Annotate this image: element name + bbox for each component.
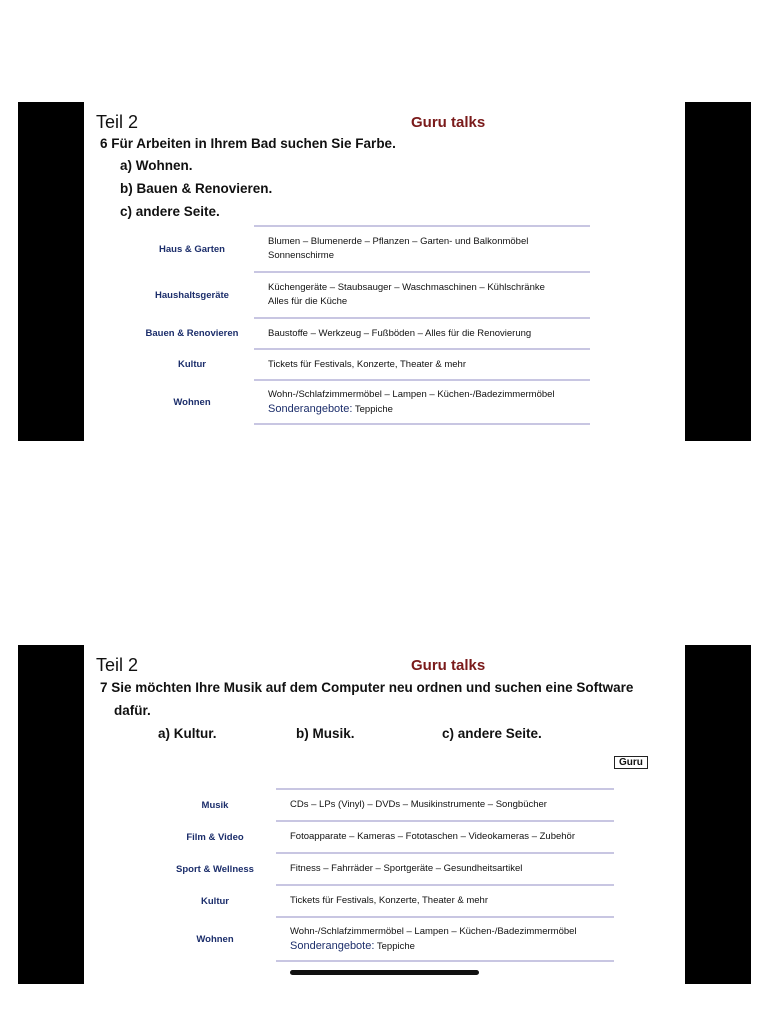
category-name: Wohnen [196,933,234,945]
category-description [276,853,614,885]
table-row [154,821,614,853]
description-line: Wohn-/Schlafzimmermöbel – Lampen – Küchen-/Badezimmermöbel [290,925,577,937]
description-line: Alles für die Küche [268,296,348,307]
category-name: Musik [201,799,229,811]
letterbox-left [18,102,84,441]
category-name: Haushaltsgeräte [155,289,229,301]
guru-logo-box: Guru [614,756,648,769]
category-name: Sport & Wellness [176,863,254,875]
description-line: Wohn-/Schlafzimmermöbel – Lampen – Küchen-/Badezimmermöbel [268,388,555,400]
table-row [130,349,590,380]
section-title: Teil 2 [96,112,139,132]
table-row [154,789,614,821]
description-line: Tickets für Festivals, Konzerte, Theater & mehr [290,895,488,906]
category-description [254,318,590,349]
table-row [130,272,590,318]
category-name: Haus & Garten [159,243,225,255]
category-description [254,226,590,272]
slide-content [84,645,685,984]
question-line: dafür. [114,703,151,718]
slide-content [84,102,685,441]
category-description [276,789,614,821]
category-description [276,821,614,853]
category-description [276,917,614,961]
description-line: Sonnenschirme [268,250,335,261]
question-text [100,132,396,155]
description-line: CDs – LPs (Vinyl) – DVDs – Musikinstrumente – Songbücher [290,799,547,810]
category-table [154,788,614,962]
section-title: Teil 2 [96,655,139,675]
category-description [254,380,590,424]
special-offers-value: Teppiche [354,403,393,415]
special-offers-label: Sonderangebote: [268,402,353,415]
brand-label: Guru talks [411,657,486,674]
description-line: Tickets für Festivals, Konzerte, Theater & mehr [268,358,466,370]
description-line: Blumen – Blumenerde – Pflanzen – Garten- und Balkonmöbel [268,236,529,247]
question-line: 7 Sie möchten Ihre Musik auf dem Computer neu ordnen und suchen eine Software [100,680,634,695]
question-text [100,676,660,722]
category-name: Wohnen [173,396,211,408]
home-indicator[interactable] [290,970,479,975]
slide-2 [18,645,751,984]
category-name: Bauen & Renovieren [145,328,239,339]
letterbox-left [18,645,84,984]
category-table [130,225,590,425]
table-row [154,853,614,885]
letterbox-right [685,645,751,984]
option-a: a) Wohnen. [120,158,193,173]
question-line: 6 Für Arbeiten in Ihrem Bad suchen Sie Farbe. [100,136,396,151]
option-a: a) Kultur. [158,726,217,741]
description-line: Fitness – Fahrräder – Sportgeräte – Gesundheitsartikel [290,863,523,874]
table-row [130,380,590,424]
table-row [130,226,590,272]
category-description [254,272,590,318]
category-name: Kultur [201,895,229,907]
category-name: Film & Video [186,831,244,843]
option-b: b) Musik. [296,726,355,741]
description-line [290,939,614,954]
description-line [268,402,590,417]
option-c: c) andere Seite. [120,204,220,219]
slide-1 [18,102,751,441]
letterbox-right [685,102,751,441]
option-c: c) andere Seite. [442,726,542,741]
description-line: Fotoapparate – Kameras – Fototaschen – Videokameras – Zubehör [290,831,575,842]
brand-label: Guru talks [411,114,486,131]
option-b: b) Bauen & Renovieren. [120,181,273,196]
table-row [154,917,614,961]
description-line: Küchengeräte – Staubsauger – Waschmaschinen – Kühlschränke [268,282,545,293]
table-row [154,885,614,917]
special-offers-label: Sonderangebote: [290,939,375,952]
table-row [130,318,590,349]
category-description [276,885,614,917]
category-description [254,349,590,380]
category-name: Kultur [178,359,206,370]
special-offers-value: Teppiche [376,940,415,952]
description-line: Baustoffe – Werkzeug – Fußböden – Alles für die Renovierung [268,327,532,339]
